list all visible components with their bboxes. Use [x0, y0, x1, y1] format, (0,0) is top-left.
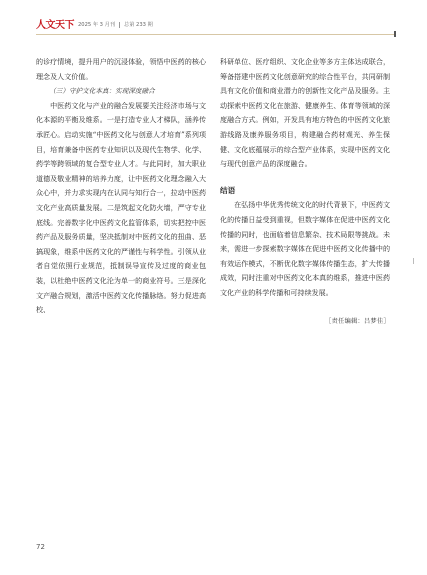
issue-separator: [119, 22, 120, 28]
issue-number: 总第 233 期: [124, 22, 153, 28]
magazine-logo: 人文天下: [36, 20, 74, 31]
margin-mark: [413, 258, 414, 264]
right-paragraph-continued: 科研单位、医疗组织、文化企业等多方主体达成联合，筹备搭建中医药文化创意研究的综合性平台，共同研制具有文化价值和商业潜力的创新性文化产品及服务。主动探索中医药文化在旅游、健康养生、体育等领域的深度融合方式。例如，开发具有地方特色的中医药文化旅游线路及康养服务项目，构建融合药材观光、养生保健、文化底蕴展示的综合型产业体系，实现中医药文化与现代创意产品的深度融合。: [220, 57, 390, 169]
header-rule: [36, 34, 394, 35]
conclusion-paragraph: 在弘扬中华优秀传统文化的时代背景下，中医药文化的传播日益受到重视，但数字媒体在促进中医药文化传播的同时，也面临着信息繁杂、技术局限等挑战。未来，需进一步探索数字媒体在促进中医药文化传播中的有效运作模式，不断优化数字媒体传播生态，扩大传播成效，同时注重对中医药文化本真的维系，推进中医药文化产业的科学传播和可持续发展。: [220, 200, 390, 297]
left-column: [36, 55, 206, 318]
page-header: [36, 20, 394, 40]
header-rule-end-mark: [394, 31, 396, 37]
subsection-heading: （三）守护文化本真：实现深度融合: [49, 87, 155, 96]
editor-credit: ［责任编辑：吕梦佳］: [325, 317, 390, 325]
issue-date: 2025 年 3 月刊: [78, 22, 116, 28]
issue-info: [78, 21, 153, 30]
page-number: 72: [36, 543, 45, 551]
left-paragraph-continued: 的诊疗情境，提升用户的沉浸体验，领悟中医药的核心理念及人文价值。: [36, 57, 206, 81]
conclusion-heading: 结语: [220, 185, 236, 195]
right-column: [220, 55, 390, 329]
left-paragraph-body: 中医药文化与产业的融合发展要关注经济市场与文化本源的平衡及维系。一是打造专业人才梯队，涵养传承匠心。启动实施“中医药文化与创意人才培育”系列项目，培育兼备中医药专业知识以及现代生物学、化学、药学等跨领域的复合型专业人才。与此同时，加大职业道德及敬业精神的培养力度，让中医药文化理念融入大众心中，并力求实现内在认同与知行合一，拉动中医药文化产业高质量发展。二是筑起文化防火墙，严守专业底线。完善数字化中医药文化监管体系，切实把控中医药产品及服务质量，坚决抵制对中医药文化的扭曲、恶搞现象，维系中医药文化的严谨性与科学性。引领从业者自觉依照行业规范，抵制误导宣传及过度的商业包装，以杜绝中医药文化沦为单一的商业符号。三是深化文产融合规划，激活中医药文化传播脉络。努力促进高校、: [36, 100, 206, 315]
